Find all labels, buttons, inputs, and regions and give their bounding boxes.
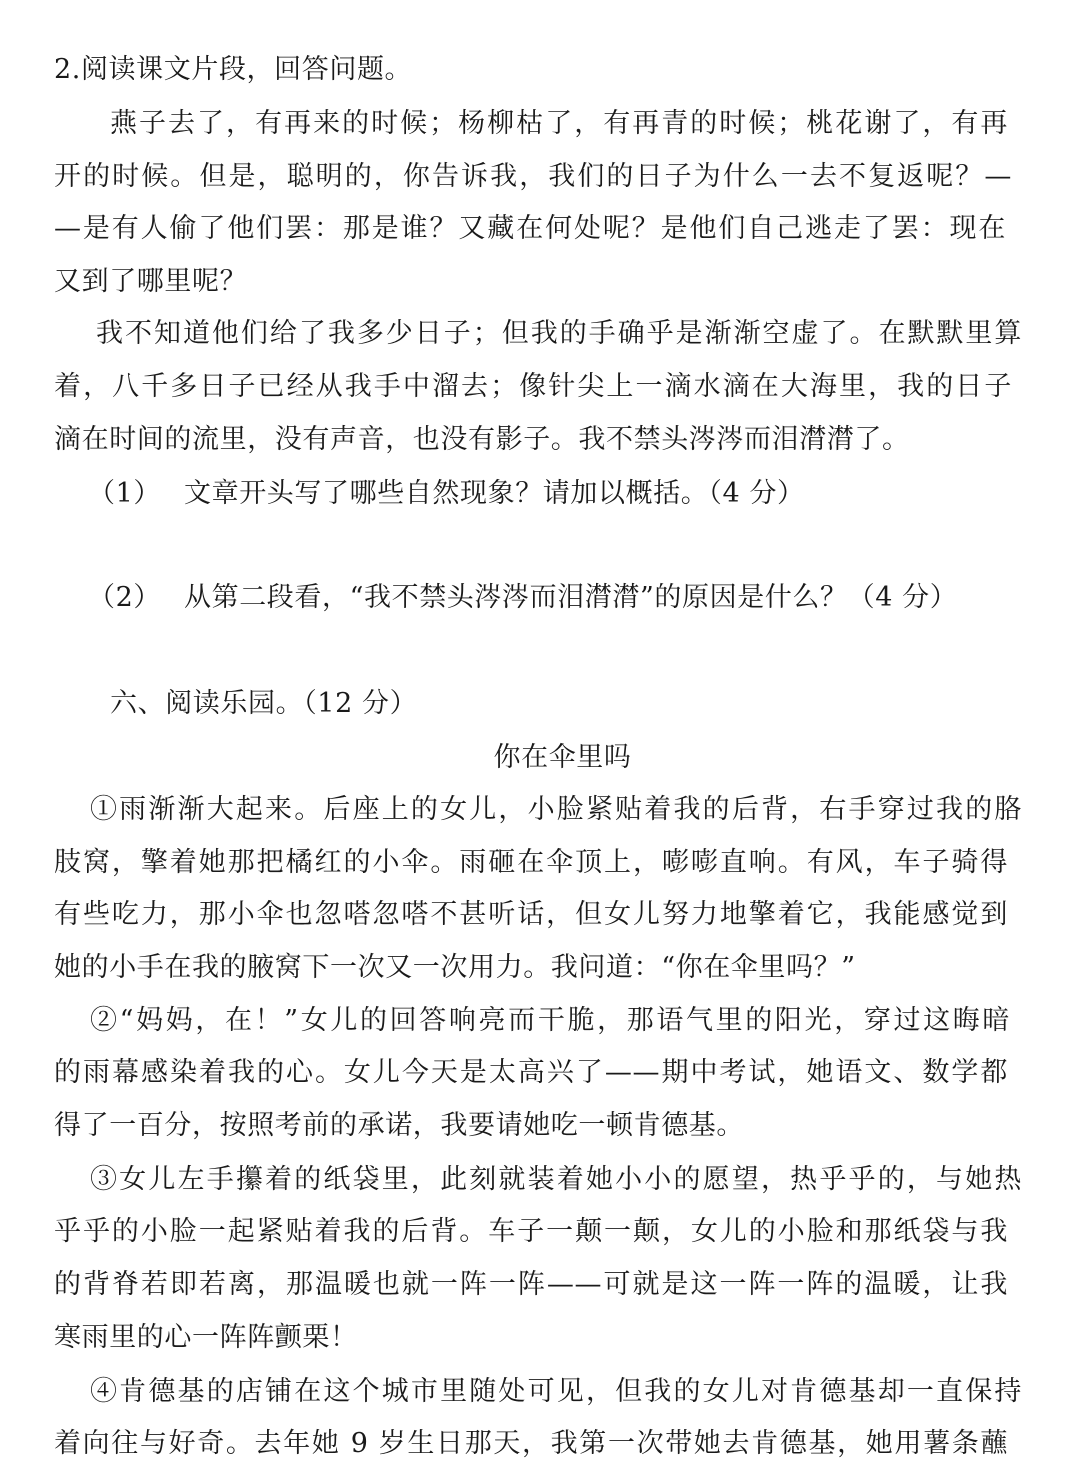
story-line: ①雨渐渐大起来。后座上的女儿，小脸紧贴着我的后背，右手穿过我的胳 bbox=[90, 794, 1022, 825]
passage-line: —是有人偷了他们罢：那是谁？又藏在何处呢？是他们自己逃走了罢：现在 bbox=[54, 213, 1006, 244]
story-line: 乎乎的小脸一起紧贴着我的后背。车子一颠一颠，女儿的小脸和那纸袋与我 bbox=[54, 1216, 1008, 1247]
passage-line: 又到了哪里呢？ bbox=[54, 266, 248, 297]
story-line: 着向往与好奇。去年她 9 岁生日那天，我第一次带她去肯德基，她用薯条蘸 bbox=[54, 1428, 1008, 1459]
passage-heading: 2.阅读课文片段，回答问题。 bbox=[54, 54, 413, 85]
passage-line: 着，八千多日子已经从我手中溜去；像针尖上一滴水滴在大海里，我的日子 bbox=[54, 371, 1012, 402]
question-number: （1） bbox=[88, 478, 161, 509]
story-title: 你在伞里吗 bbox=[493, 742, 632, 773]
passage-line: 我不知道他们给了我多少日子；但我的手确乎是渐渐空虚了。在默默里算 bbox=[96, 318, 1022, 349]
story-line: ②“妈妈，在！”女儿的回答响亮而干脆，那语气里的阳光，穿过这晦暗 bbox=[90, 1005, 1010, 1036]
question-number: （2） bbox=[88, 582, 161, 613]
question-text: 文章开头写了哪些自然现象？请加以概括。（4 分） bbox=[184, 478, 805, 509]
story-line: 寒雨里的心一阵阵颤栗！ bbox=[54, 1322, 358, 1353]
story-line: 的雨幕感染着我的心。女儿今天是太高兴了——期中考试，她语文、数学都 bbox=[54, 1057, 1008, 1088]
story-line: 的背脊若即若离，那温暖也就一阵一阵——可就是这一阵一阵的温暖，让我 bbox=[54, 1269, 1008, 1300]
section-heading: 六、阅读乐园。（12 分） bbox=[110, 688, 418, 719]
story-line: ③女儿左手攥着的纸袋里，此刻就装着她小小的愿望，热乎乎的，与她热 bbox=[90, 1164, 1022, 1195]
story-line: 有些吃力，那小伞也忽嗒忽嗒不甚听话，但女儿努力地擎着它，我能感觉到 bbox=[54, 899, 1008, 930]
passage-line: 燕子去了，有再来的时候；杨柳枯了，有再青的时候；桃花谢了，有再 bbox=[110, 108, 1008, 139]
story-line: 得了一百分，按照考前的承诺，我要请她吃一顿肯德基。 bbox=[54, 1110, 744, 1141]
question-text: 从第二段看，“我不禁头涔涔而泪潸潸”的原因是什么？（4 分） bbox=[184, 582, 958, 613]
story-line: ④肯德基的店铺在这个城市里随处可见，但我的女儿对肯德基却一直保持 bbox=[90, 1376, 1022, 1407]
passage-line: 开的时候。但是，聪明的，你告诉我，我们的日子为什么一去不复返呢？— bbox=[54, 161, 1012, 192]
story-line: 她的小手在我的腋窝下一次又一次用力。我问道：“你在伞里吗？” bbox=[54, 952, 856, 983]
story-line: 肢窝，擎着她那把橘红的小伞。雨砸在伞顶上，嘭嘭直响。有风，车子骑得 bbox=[54, 847, 1008, 878]
passage-line: 滴在时间的流里，没有声音，也没有影子。我不禁头涔涔而泪潸潸了。 bbox=[54, 424, 910, 455]
